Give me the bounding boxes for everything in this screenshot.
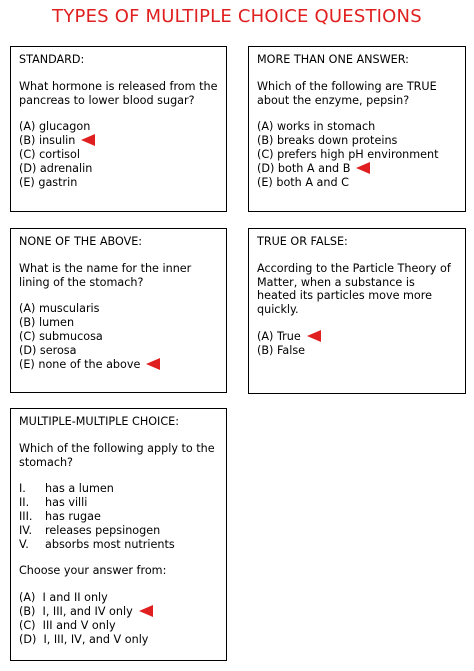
question-text: Which of the following are TRUE about the enzyme, pepsin? bbox=[257, 79, 437, 107]
answer-arrow-icon bbox=[307, 330, 321, 342]
box-heading: STANDARD: bbox=[19, 53, 85, 66]
option-d: (D) serosa bbox=[19, 343, 77, 357]
question-text: According to the Particle Theory of Matter, when a substance is heated its particles move more quickly. bbox=[257, 261, 451, 317]
option-b: (B) lumen bbox=[19, 316, 75, 330]
option-c: (C) submucosa bbox=[19, 329, 103, 343]
option-e: (E) none of the above bbox=[19, 358, 218, 372]
option-c: (C) cortisol bbox=[19, 147, 80, 161]
instruction-text: Choose your answer from: bbox=[19, 564, 167, 578]
box-heading: MULTIPLE-MULTIPLE CHOICE: bbox=[19, 415, 179, 428]
option-a: (A) glucagon bbox=[19, 120, 91, 134]
option-d: (D) both A and B bbox=[257, 162, 457, 176]
option-a: (A) works in stomach bbox=[257, 120, 376, 134]
question-text: Which of the following apply to the stomach? bbox=[19, 441, 215, 469]
option-d: (D) I, III, IV, and V only bbox=[19, 632, 149, 646]
statement-item: III. has rugae bbox=[19, 509, 101, 523]
box-heading: MORE THAN ONE ANSWER: bbox=[257, 53, 409, 66]
answer-arrow-icon bbox=[356, 162, 370, 174]
option-a: (A) muscularis bbox=[19, 302, 100, 316]
option-e: (E) both A and C bbox=[257, 175, 349, 189]
statement-item: IV. releases pepsinogen bbox=[19, 523, 161, 537]
option-c: (C) prefers high pH environment bbox=[257, 147, 439, 161]
option-b: (B) False bbox=[257, 343, 306, 357]
question-text: What is the name for the inner lining of the stomach? bbox=[19, 261, 192, 289]
statement-item: II. has villi bbox=[19, 496, 88, 510]
true-false-question-box bbox=[248, 228, 466, 394]
option-b: (B) I, III, and IV only bbox=[19, 605, 218, 619]
statement-item: V. absorbs most nutrients bbox=[19, 537, 175, 551]
option-a: (A) True bbox=[257, 330, 457, 344]
answer-arrow-icon bbox=[139, 605, 153, 617]
answer-arrow-icon bbox=[81, 134, 95, 146]
option-e: (E) gastrin bbox=[19, 175, 78, 189]
option-b: (B) breaks down proteins bbox=[257, 134, 398, 148]
page-title: TYPES OF MULTIPLE CHOICE QUESTIONS bbox=[52, 6, 422, 27]
answer-arrow-icon bbox=[146, 358, 160, 370]
multiple-multiple-question-box bbox=[10, 408, 227, 661]
more-than-one-question-box bbox=[248, 46, 466, 212]
box-heading: NONE OF THE ABOVE: bbox=[19, 235, 143, 248]
option-c: (C) III and V only bbox=[19, 618, 116, 632]
box-heading: TRUE OR FALSE: bbox=[257, 235, 348, 248]
question-text: What hormone is released from the pancreas to lower blood sugar? bbox=[19, 79, 218, 107]
option-d: (D) adrenalin bbox=[19, 161, 93, 175]
option-b: (B) insulin bbox=[19, 134, 218, 148]
none-of-above-question-box bbox=[10, 228, 227, 393]
standard-question-box bbox=[10, 46, 227, 212]
option-a: (A) I and II only bbox=[19, 591, 108, 605]
statement-item: I. has a lumen bbox=[19, 482, 114, 496]
